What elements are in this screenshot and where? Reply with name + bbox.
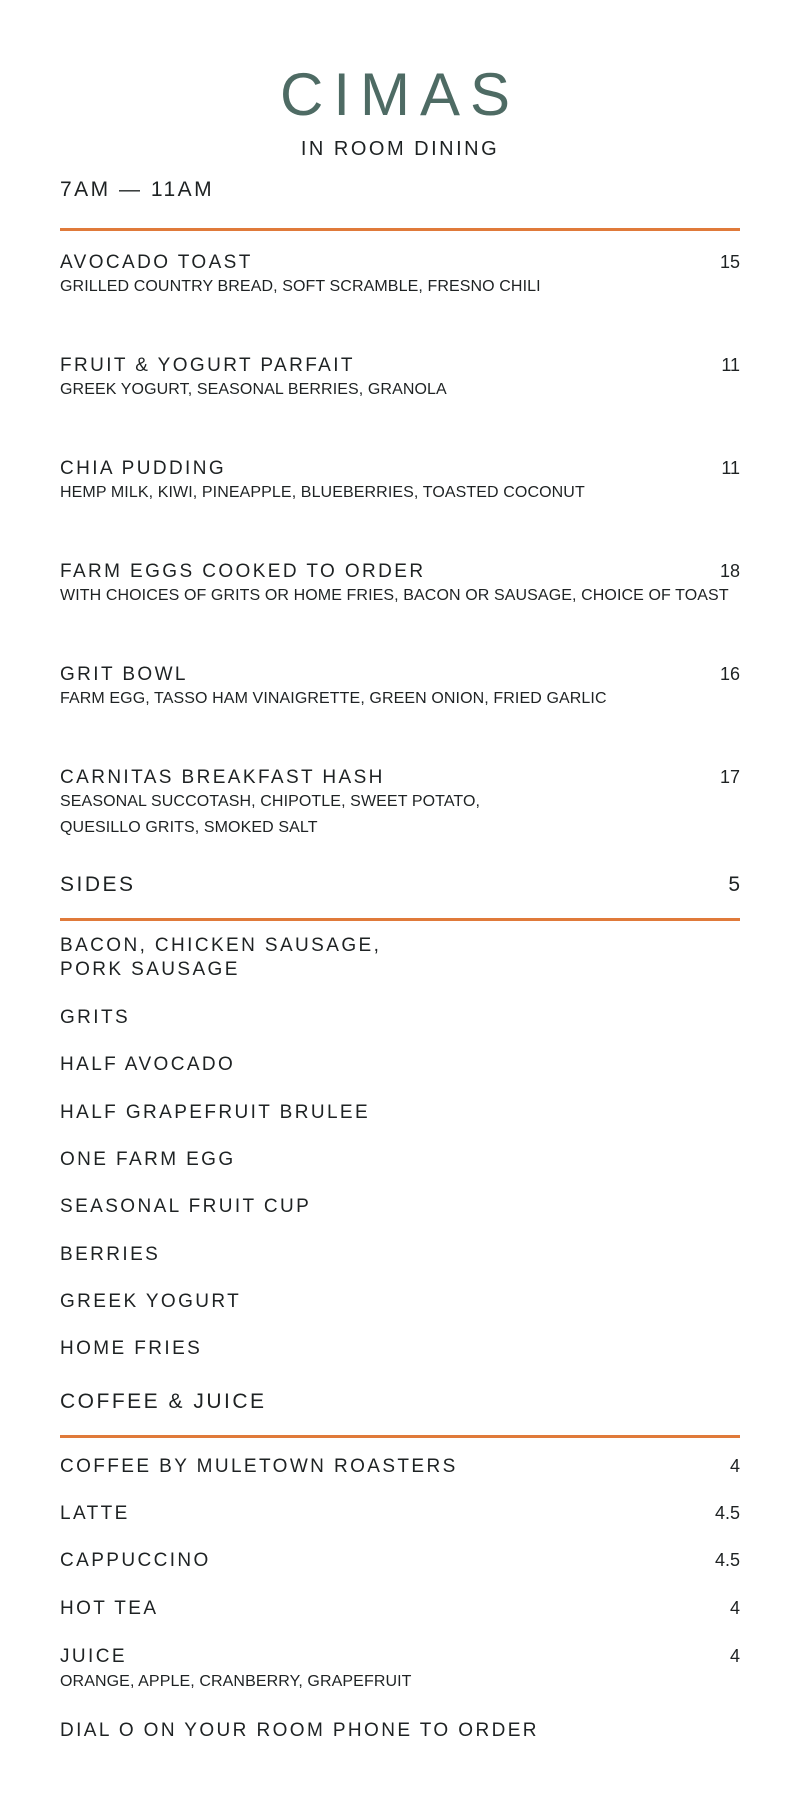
drink-item-name: JUICE <box>60 1646 127 1667</box>
menu-item-description: GREEK YOGURT, SEASONAL BERRIES, GRANOLA <box>60 381 447 398</box>
menu-item-price: 11 <box>721 458 740 478</box>
order-instructions: DIAL O ON YOUR ROOM PHONE TO ORDER <box>60 1720 539 1741</box>
drink-item-price: 4.5 <box>714 1550 740 1570</box>
drink-item-name: CAPPUCCINO <box>60 1550 211 1571</box>
sides-price: 5 <box>728 873 740 896</box>
drink-item-price: 4 <box>729 1598 740 1618</box>
section-divider <box>60 918 740 921</box>
side-item: SEASONAL FRUIT CUP <box>60 1196 312 1217</box>
drink-item-description: ORANGE, APPLE, CRANBERRY, GRAPEFRUIT <box>60 1673 412 1690</box>
menu-item-name: FRUIT & YOGURT PARFAIT <box>60 355 355 376</box>
menu-item-description: HEMP MILK, KIWI, PINEAPPLE, BLUEBERRIES, TOASTED COCONUT <box>60 484 585 501</box>
menu-item-description: FARM EGG, TASSO HAM VINAIGRETTE, GREEN ONION, FRIED GARLIC <box>60 690 607 707</box>
menu-item-price: 15 <box>719 252 740 272</box>
menu-item-price: 11 <box>721 355 740 375</box>
side-item: GREEK YOGURT <box>60 1291 242 1312</box>
breakfast-hours: 7AM — 11AM <box>60 178 215 201</box>
drink-item-price: 4 <box>729 1456 740 1476</box>
menu-item-name: CHIA PUDDING <box>60 458 227 479</box>
side-item: ONE FARM EGG <box>60 1149 236 1170</box>
drink-item-price: 4.5 <box>714 1503 740 1523</box>
menu-item-name: FARM EGGS COOKED TO ORDER <box>60 561 426 582</box>
side-item: HALF GRAPEFRUIT BRULEE <box>60 1102 371 1123</box>
drink-item-name: LATTE <box>60 1503 130 1524</box>
brand-logo: CIMAS <box>279 61 521 128</box>
section-divider <box>60 1435 740 1438</box>
menu-item-description: WITH CHOICES OF GRITS OR HOME FRIES, BACON OR SAUSAGE, CHOICE OF TOAST <box>60 587 729 604</box>
menu-item-name: CARNITAS BREAKFAST HASH <box>60 767 385 788</box>
menu-item-description: GRILLED COUNTRY BREAD, SOFT SCRAMBLE, FRESNO CHILI <box>60 278 541 295</box>
menu-item-price: 18 <box>719 561 740 581</box>
side-item: GRITS <box>60 1007 131 1028</box>
menu-item-price: 17 <box>719 767 740 787</box>
side-item: BERRIES <box>60 1244 161 1265</box>
menu-subtitle: IN ROOM DINING <box>300 138 500 160</box>
drinks-title: COFFEE & JUICE <box>60 1390 267 1413</box>
drink-item-name: HOT TEA <box>60 1598 159 1619</box>
menu-item-price: 16 <box>719 664 740 684</box>
section-divider <box>60 228 740 231</box>
menu-item-name: AVOCADO TOAST <box>60 252 253 273</box>
side-item: HOME FRIES <box>60 1338 203 1359</box>
menu-item-name: GRIT BOWL <box>60 664 188 685</box>
side-item: HALF AVOCADO <box>60 1054 236 1075</box>
menu-item-description: SEASONAL SUCCOTASH, CHIPOTLE, SWEET POTATO, <box>60 793 481 810</box>
drink-item-price: 4 <box>729 1646 740 1666</box>
side-item: BACON, CHICKEN SAUSAGE, PORK SAUSAGE <box>60 935 382 980</box>
menu-item-description: QUESILLO GRITS, SMOKED SALT <box>60 819 318 836</box>
sides-title: SIDES <box>60 873 136 896</box>
drink-item-name: COFFEE BY MULETOWN ROASTERS <box>60 1456 458 1477</box>
